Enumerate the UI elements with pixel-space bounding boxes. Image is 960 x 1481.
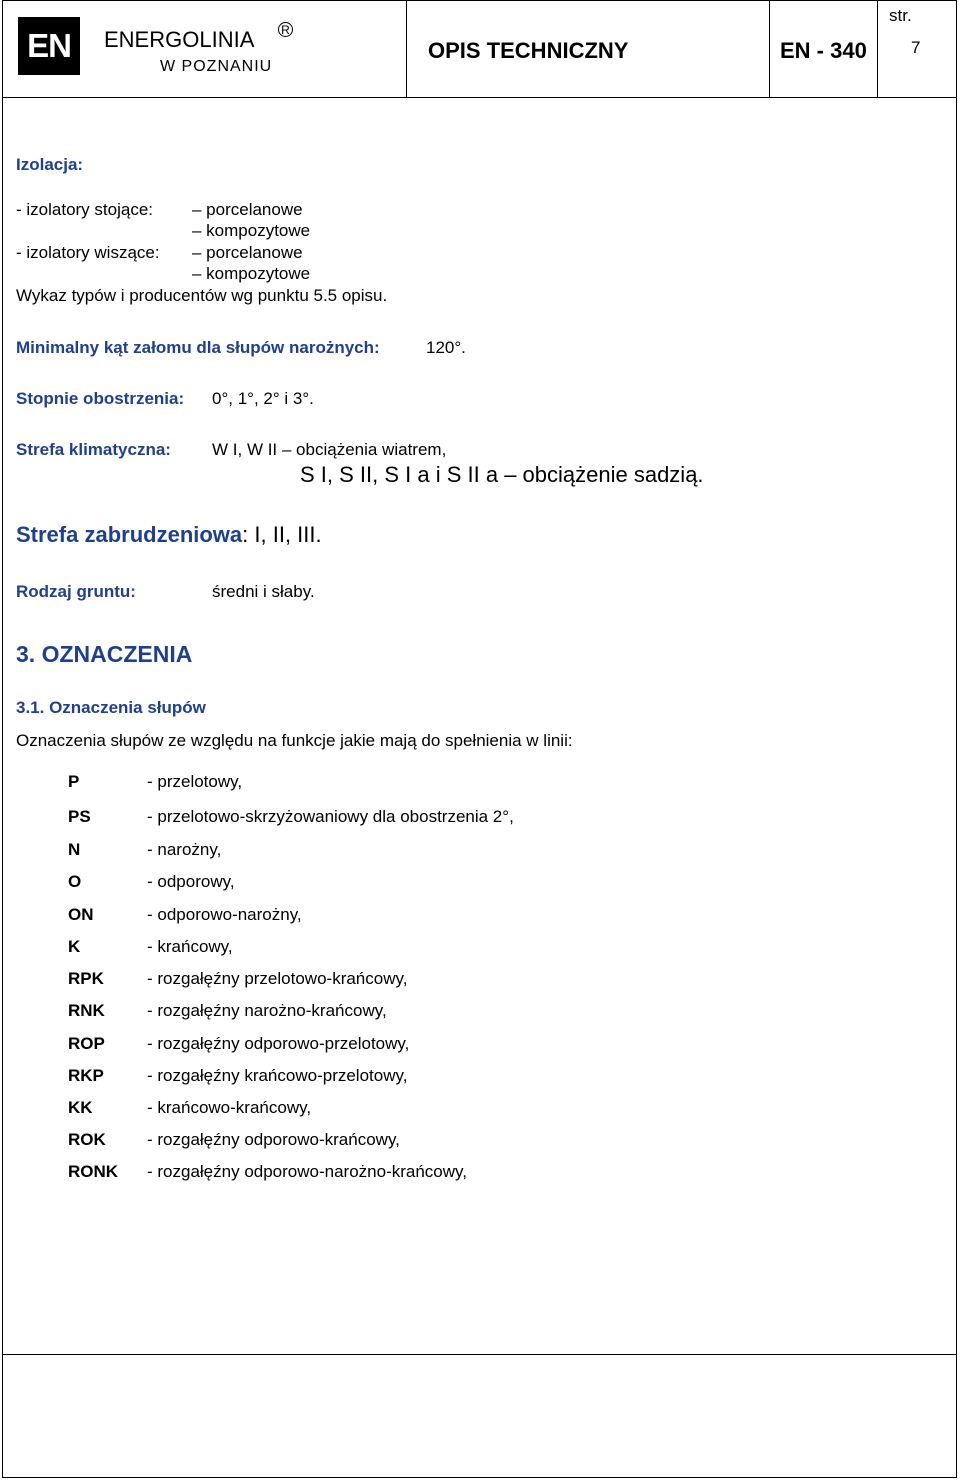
pole-code: N (68, 840, 81, 859)
pole-code-description: - krańcowo-krańcowy, (147, 1098, 312, 1117)
pole-code: K (68, 937, 81, 956)
footer-divider (2, 1354, 957, 1355)
degrees-label: Stopnie obostrzenia: (16, 389, 185, 408)
header-separator (769, 0, 770, 97)
pollution-zone (16, 522, 322, 548)
pole-code-description: - rozgałęźny odporowo-krańcowy, (147, 1130, 400, 1149)
min-angle-label: Minimalny kąt załomu dla słupów narożnych: (16, 338, 380, 357)
pole-code-description: - narożny, (147, 840, 222, 859)
page-label: str. (889, 6, 912, 25)
pole-code: KK (68, 1098, 93, 1117)
hanging-insulators-label: - izolatory wiszące: (16, 243, 160, 262)
pole-code: O (68, 872, 82, 891)
document-title: OPIS TECHNICZNY (428, 38, 629, 63)
pole-code: ON (68, 905, 94, 924)
hanging-insulator-type: – porcelanowe (192, 243, 303, 262)
header-divider (2, 97, 957, 98)
pole-code-description: - rozgałęźny narożno-krańcowy, (147, 1001, 387, 1020)
pole-code-description: - rozgałęźny odporowo-narożno-krańcowy, (147, 1162, 468, 1181)
pole-code-description: - rozgałęźny krańcowo-przelotowy, (147, 1066, 408, 1085)
insulation-heading: Izolacja: (16, 155, 84, 174)
company-city: W POZNANIU (160, 58, 273, 75)
ground-type-label: Rodzaj gruntu: (16, 582, 136, 601)
pole-code-description: - rozgałęźny przelotowo-krańcowy, (147, 969, 408, 988)
ground-type-value: średni i słaby. (212, 582, 315, 601)
pole-code: RNK (68, 1001, 105, 1020)
climate-zone-value: W I, W II – obciążenia wiatrem, (212, 440, 447, 459)
hanging-insulator-type: – kompozytowe (192, 264, 311, 283)
pole-code-description: - przelotowo-skrzyżowaniowy dla obostrzenia 2°, (147, 807, 514, 826)
insulation-note: Wykaz typów i producentów wg punktu 5.5 opisu. (16, 286, 388, 305)
pollution-zone-label: Strefa zabrudzeniowa (16, 522, 243, 547)
pole-code-description: - rozgałęźny odporowo-przelotowy, (147, 1034, 410, 1053)
climate-zone-label: Strefa klimatyczna: (16, 440, 171, 459)
pole-code: RKP (68, 1066, 104, 1085)
pole-code: RPK (68, 969, 104, 988)
pole-code: P (68, 772, 80, 791)
header-separator (877, 0, 878, 97)
header-separator (406, 0, 407, 97)
min-angle-value: 120°. (426, 338, 466, 357)
logo-text: EN (27, 27, 71, 64)
section-intro: Oznaczenia słupów ze względu na funkcje jakie mają do spełnienia w linii: (16, 731, 573, 750)
standing-insulators-label: - izolatory stojące: (16, 200, 153, 219)
pole-code-description: - krańcowy, (147, 937, 233, 956)
pole-code: RONK (68, 1162, 119, 1181)
degrees-value: 0°, 1°, 2° i 3°. (212, 389, 314, 408)
page-number: 7 (911, 38, 921, 57)
pole-code-description: - odporowo-narożny, (147, 905, 302, 924)
section-title: 3. OZNACZENIA (16, 641, 193, 667)
pole-code: ROP (68, 1034, 105, 1053)
pole-code-description: - odporowy, (147, 872, 235, 891)
pole-code-description: - przelotowy, (147, 772, 243, 791)
company-name: ENERGOLINIA (104, 27, 255, 52)
company-logo (18, 17, 80, 75)
pollution-zone-value: : I, II, III. (242, 522, 322, 547)
subsection-title: 3.1. Oznaczenia słupów (16, 698, 206, 717)
pole-code: PS (68, 807, 91, 826)
registered-mark: R (278, 22, 293, 37)
climate-zone-value: S I, S II, S I a i S II a – obciążenie sadzią. (300, 462, 704, 487)
standing-insulator-type: – kompozytowe (192, 221, 311, 240)
standing-insulator-type: – porcelanowe (192, 200, 303, 219)
document-code: EN - 340 (780, 38, 867, 63)
pole-code: ROK (68, 1130, 106, 1149)
